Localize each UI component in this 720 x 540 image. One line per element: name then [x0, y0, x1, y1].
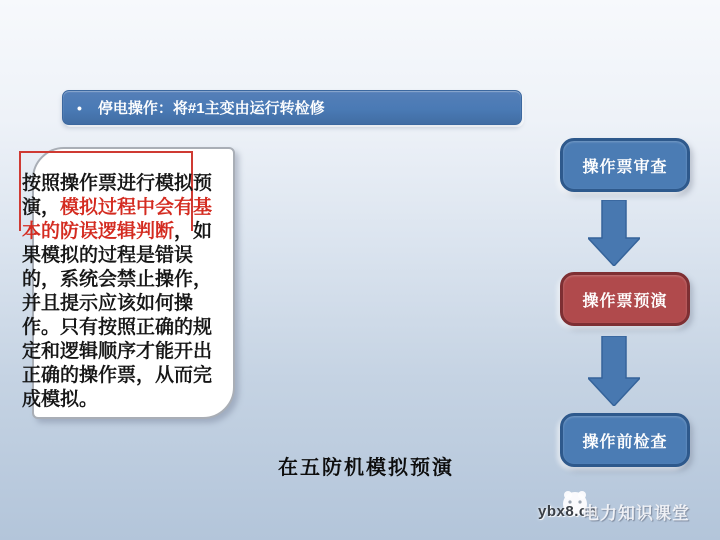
note-text-rest: ，如果模拟的过程是错误的，系统会禁止操作，并且提示应该如何操作。只有按照正确的规定和逻辑顺序才能开出正确的操作票，从而完成模拟。: [22, 221, 213, 410]
flow-step-ticket-rehearsal: [560, 272, 690, 326]
down-arrow-icon: [588, 336, 640, 406]
flow-step-ticket-review: [560, 138, 690, 192]
note-text-lead: 按照操作票进行模拟预演，: [22, 173, 213, 218]
watermark: [538, 494, 718, 528]
slide-title: 停电操作：将#1主变由运行转检修: [97, 100, 325, 117]
watermark-site: ybx8.cn: [538, 503, 598, 520]
note-text: [22, 172, 224, 412]
down-arrow-icon: [588, 200, 640, 266]
slide-title-bar: [62, 90, 522, 125]
flow-step-label: 操作票预演: [582, 292, 668, 310]
caption: 在五防机模拟预演: [278, 457, 454, 479]
flow-step-label: 操作票审查: [582, 158, 668, 176]
flow-step-label: 操作前检查: [582, 433, 668, 451]
watermark-brand: 电力知识课堂: [582, 504, 690, 523]
note-text-highlight: 模拟过程中会有基本的防误逻辑判断: [22, 197, 213, 242]
bullet-icon: •: [77, 99, 82, 116]
flow-step-pre-operation-check: [560, 413, 690, 467]
